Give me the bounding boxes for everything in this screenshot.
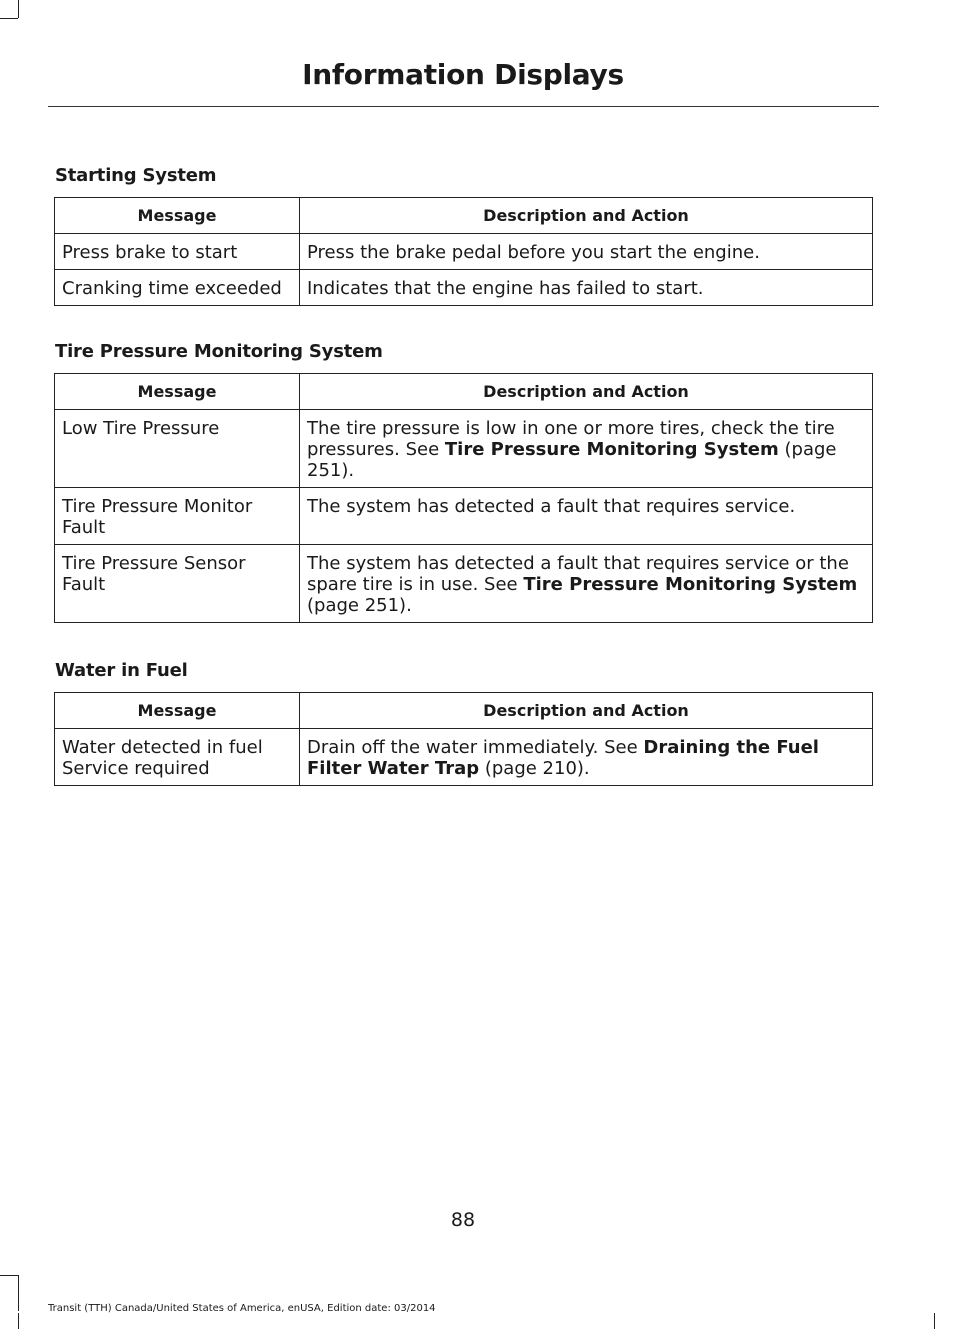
message-cell: Low Tire Pressure xyxy=(55,410,300,488)
title-divider xyxy=(48,106,879,107)
crop-mark xyxy=(18,0,19,18)
table-row xyxy=(55,545,873,623)
table-header-row xyxy=(55,198,873,234)
message-cell: Tire Pressure Monitor Fault xyxy=(55,488,300,545)
description-text: Drain off the water immediately. See xyxy=(307,737,644,758)
column-header-message: Message xyxy=(55,693,300,729)
message-cell: Tire Pressure Sensor Fault xyxy=(55,545,300,623)
table-row xyxy=(55,410,873,488)
page-number: 88 xyxy=(450,1209,476,1231)
page-title: Information Displays xyxy=(302,58,624,91)
table-row xyxy=(55,234,873,270)
message-cell: Water detected in fuel Service required xyxy=(55,729,300,786)
column-header-message: Message xyxy=(55,198,300,234)
section-title-tire-pressure: Tire Pressure Monitoring System xyxy=(55,341,383,362)
crop-mark xyxy=(934,1313,935,1329)
page-reference: (page 251). xyxy=(307,439,837,481)
description-cell xyxy=(300,545,873,623)
water-in-fuel-table xyxy=(54,692,873,786)
table-row xyxy=(55,270,873,306)
section-title-water-in-fuel: Water in Fuel xyxy=(55,660,188,681)
column-header-message: Message xyxy=(55,374,300,410)
table-header-row xyxy=(55,693,873,729)
table-row xyxy=(55,729,873,786)
column-header-description: Description and Action xyxy=(300,198,873,234)
page-reference: (page 210). xyxy=(479,758,590,779)
description-cell: Indicates that the engine has failed to start. xyxy=(300,270,873,306)
table-row xyxy=(55,488,873,545)
description-cell: The system has detected a fault that requires service. xyxy=(300,488,873,545)
message-cell: Press brake to start xyxy=(55,234,300,270)
table-header-row xyxy=(55,374,873,410)
description-text: The system has detected a fault that requires service or the spare tire is in use. See xyxy=(307,553,849,595)
column-header-description: Description and Action xyxy=(300,693,873,729)
crop-mark xyxy=(0,18,18,19)
crop-mark xyxy=(18,1313,19,1329)
starting-system-table xyxy=(54,197,873,306)
page-reference: (page 251). xyxy=(307,595,412,616)
crop-mark xyxy=(18,1275,19,1311)
tire-pressure-table xyxy=(54,373,873,623)
message-cell: Cranking time exceeded xyxy=(55,270,300,306)
footer-edition-info: Transit (TTH) Canada/United States of America, enUSA, Edition date: 03/2014 xyxy=(48,1303,436,1314)
description-text: The tire pressure is low in one or more tires, check the tire pressures. See xyxy=(307,418,835,460)
description-cell xyxy=(300,410,873,488)
description-cell xyxy=(300,729,873,786)
column-header-description: Description and Action xyxy=(300,374,873,410)
cross-reference-link[interactable]: Tire Pressure Monitoring System xyxy=(523,574,858,595)
cross-reference-link[interactable]: Tire Pressure Monitoring System xyxy=(444,439,779,460)
cross-reference-link[interactable]: Draining the Fuel Filter Water Trap xyxy=(307,737,819,779)
description-cell: Press the brake pedal before you start the engine. xyxy=(300,234,873,270)
section-title-starting-system: Starting System xyxy=(55,165,217,186)
crop-mark xyxy=(0,1275,18,1276)
